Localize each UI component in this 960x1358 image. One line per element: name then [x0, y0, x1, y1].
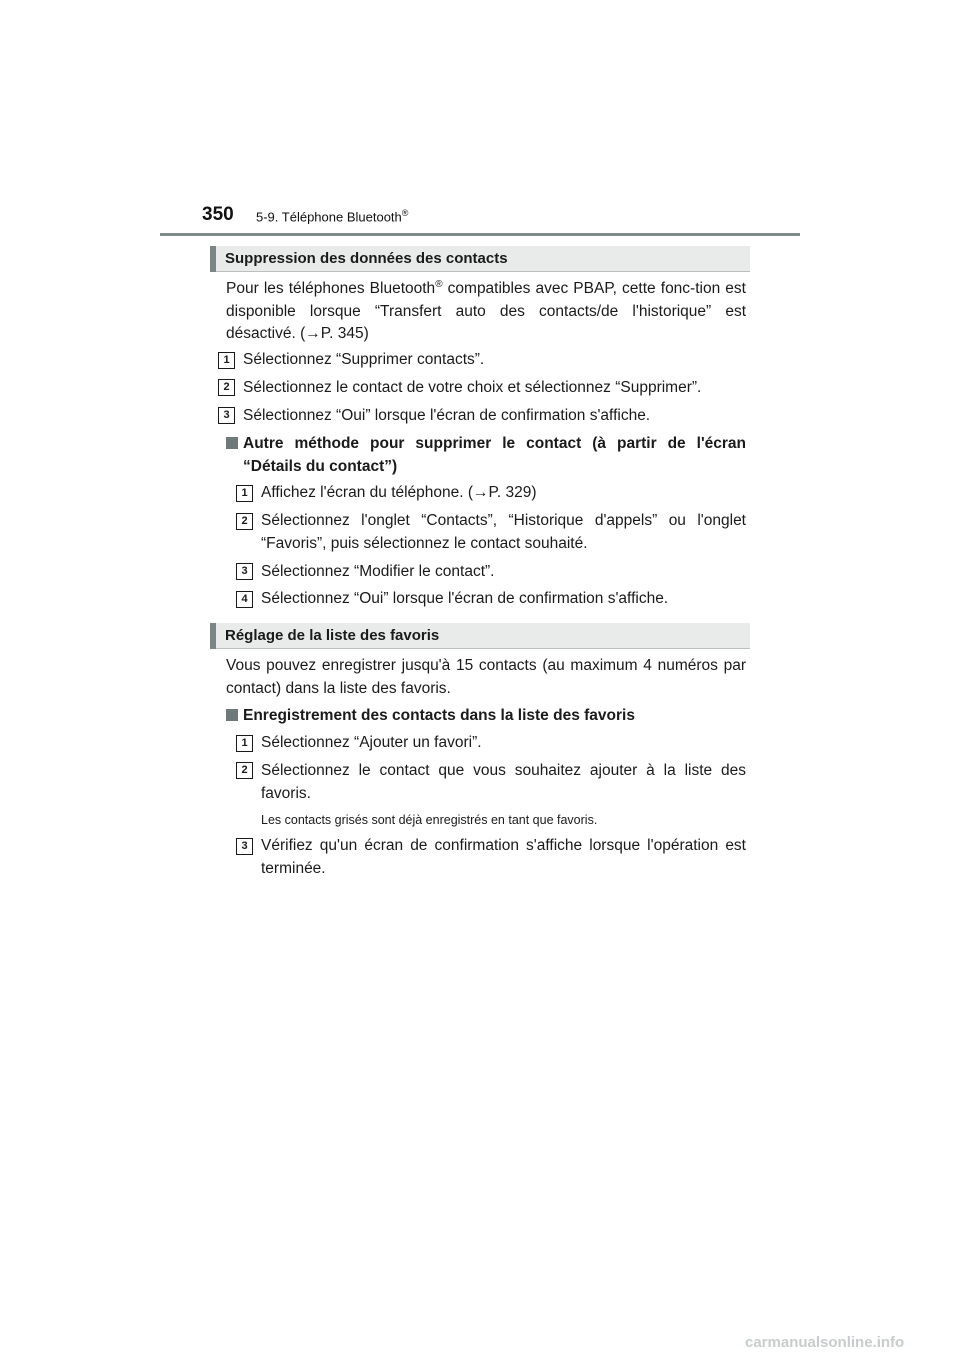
header-rule	[160, 233, 800, 236]
registered-mark: ®	[401, 208, 409, 218]
section-title-bar-delete-contacts	[210, 246, 750, 272]
square-bullet-icon	[226, 709, 238, 721]
chapter-title	[256, 208, 408, 224]
sub-heading-text: Autre méthode pour supprimer le contact (à partir de l'écran “Détails du contact”)	[243, 435, 746, 475]
intro-paragraph	[226, 278, 746, 346]
section-title: Réglage de la liste des favoris	[225, 627, 440, 644]
intro-text-a: Pour les téléphones Bluetooth	[226, 280, 436, 297]
watermark: carmanualsonline.info	[745, 1334, 905, 1351]
step-text: Sélectionnez le contact de votre choix et sélectionnez “Supprimer”.	[243, 379, 702, 396]
step-number-box: 3	[218, 407, 235, 424]
chapter-title-text: 5-9. Téléphone Bluetooth	[256, 209, 402, 225]
step-text: Sélectionnez l'onglet “Contacts”, “Historique d'appels” ou l'onglet “Favoris”, puis sélectionnez le contact souhaité.	[261, 512, 746, 552]
step-number-box: 2	[236, 513, 253, 530]
step-text: Sélectionnez le contact que vous souhaitez ajouter à la liste des favoris.	[261, 762, 746, 802]
step-number-box: 1	[236, 735, 253, 752]
step-text: Sélectionnez “Oui” lorsque l'écran de confirmation s'affiche.	[243, 407, 651, 424]
step-text: Affichez l'écran du téléphone. (→P. 329)	[261, 484, 537, 501]
step-number-box: 2	[218, 379, 235, 396]
section-bar-accent	[210, 246, 216, 272]
page-number: 350	[202, 204, 234, 225]
sub-heading	[226, 433, 746, 478]
step-number-box: 3	[236, 563, 253, 580]
section-title-bar-favorites	[210, 623, 750, 649]
sub-heading-text: Enregistrement des contacts dans la liste des favoris	[243, 707, 635, 724]
intro-text-b: compatibles avec PBAP, cette fonc-tion est disponible lorsque “Transfert auto des contacts/de l'historique” est désactivé. (→P. 345)	[226, 280, 746, 342]
page-header	[160, 204, 800, 236]
step-text: Sélectionnez “Ajouter un favori”.	[261, 734, 482, 751]
square-bullet-icon	[226, 437, 238, 449]
step-number-box: 1	[236, 485, 253, 502]
step-text: Sélectionnez “Modifier le contact”.	[261, 563, 495, 580]
step-text: Sélectionnez “Oui” lorsque l'écran de confirmation s'affiche.	[261, 590, 669, 607]
note-text: Les contacts grisés sont déjà enregistrés en tant que favoris.	[261, 813, 598, 827]
step-number-box: 1	[218, 352, 235, 369]
step-number-box: 3	[236, 838, 253, 855]
step-text: Vérifiez qu'un écran de confirmation s'affiche lorsque l'opération est terminée.	[261, 837, 746, 877]
registered-mark: ®	[435, 278, 443, 290]
section-bar-accent	[210, 623, 216, 649]
step-number-box: 4	[236, 591, 253, 608]
step-text: Sélectionnez “Supprimer contacts”.	[243, 351, 485, 368]
section-title: Suppression des données des contacts	[225, 250, 508, 267]
step-number-box: 2	[236, 762, 253, 779]
sub-heading	[226, 705, 746, 728]
intro-paragraph: Vous pouvez enregistrer jusqu'à 15 contacts (au maximum 4 numéros par contact) dans la liste des favoris.	[226, 657, 746, 697]
